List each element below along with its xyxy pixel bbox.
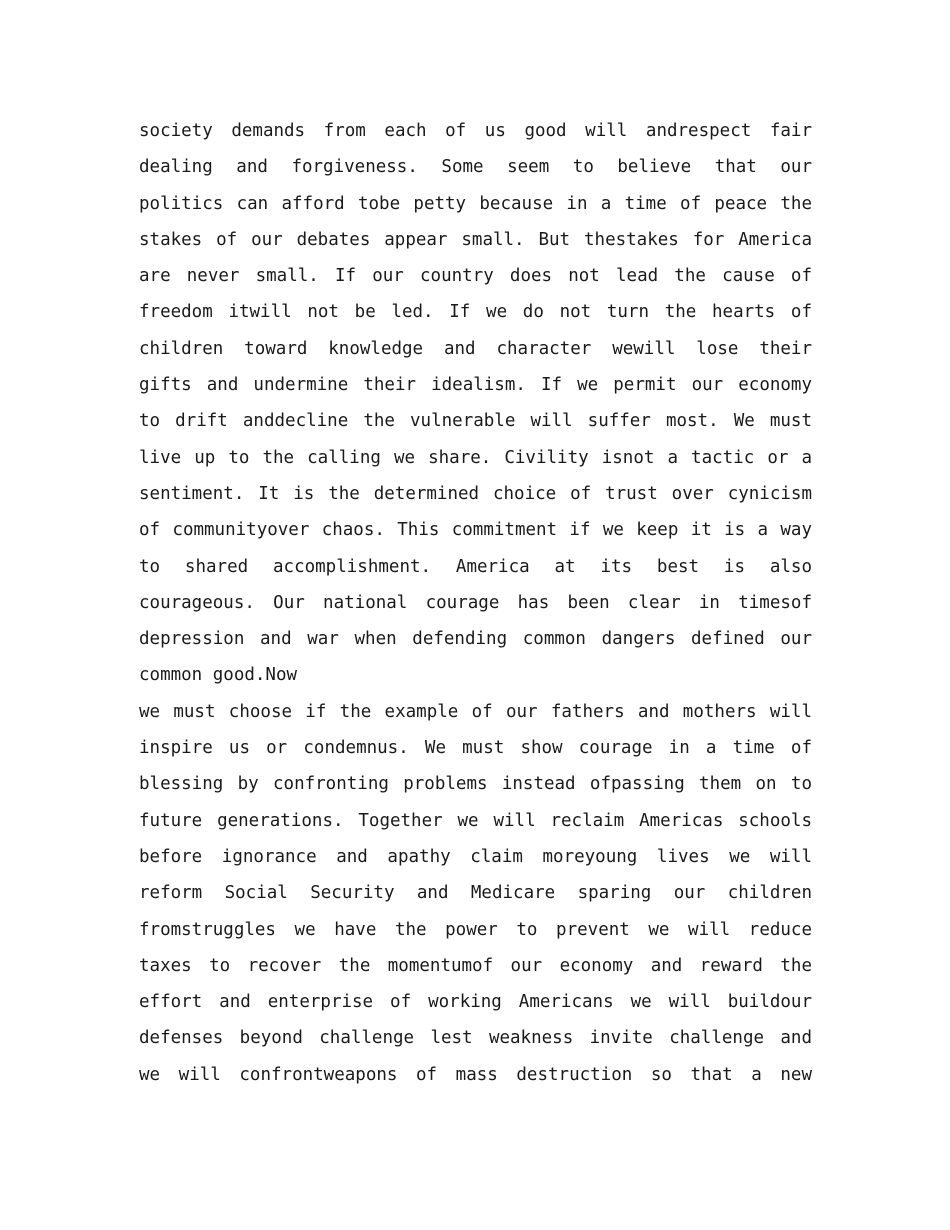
body-text: [139, 113, 812, 1093]
text-line: blessing by confronting problems instead ofpassing them on to: [139, 774, 812, 795]
text-line: courageous. Our national courage has been clear in timesof: [139, 592, 812, 613]
text-line: politics can afford tobe petty because in a time of peace the: [139, 193, 812, 214]
text-line: sentiment. It is the determined choice of trust over cynicism: [139, 483, 812, 504]
text-line: are never small. If our country does not lead the cause of: [139, 266, 812, 287]
text-line: we will confrontweapons of mass destruction so that a new: [139, 1064, 812, 1085]
text-line: taxes to recover the momentumof our economy and reward the: [139, 955, 812, 976]
text-line: live up to the calling we share. Civility isnot a tactic or a: [139, 447, 812, 468]
text-line: society demands from each of us good will andrespect fair: [139, 121, 812, 141]
text-line: before ignorance and apathy claim moreyoung lives we will: [139, 846, 812, 867]
text-line: gifts and undermine their idealism. If we permit our economy: [139, 375, 812, 396]
text-line: stakes of our debates appear small. But thestakes for America: [139, 229, 812, 250]
text-line: future generations. Together we will reclaim Americas schools: [139, 810, 812, 831]
text-line: to drift anddecline the vulnerable will suffer most. We must: [139, 411, 812, 432]
text-line: of communityover chaos. This commitment if we keep it is a way: [139, 520, 812, 541]
text-line: freedom itwill not be led. If we do not turn the hearts of: [139, 302, 812, 323]
text-line: to shared accomplishment. America at its best is also: [139, 556, 812, 577]
text-line: fromstruggles we have the power to prevent we will reduce: [139, 919, 812, 940]
text-line: children toward knowledge and character wewill lose their: [139, 338, 812, 359]
text-line: reform Social Security and Medicare sparing our children: [139, 883, 812, 904]
text-line: defenses beyond challenge lest weakness invite challenge and: [139, 1028, 812, 1049]
text-line: common good.Now: [139, 665, 298, 686]
text-line: depression and war when defending common dangers defined our: [139, 629, 812, 650]
text-line: we must choose if the example of our fathers and mothers will: [139, 701, 812, 722]
text-line: inspire us or condemnus. We must show courage in a time of: [139, 738, 812, 759]
text-line: effort and enterprise of working Americans we will buildour: [139, 992, 812, 1013]
text-line: dealing and forgiveness. Some seem to believe that our: [139, 157, 812, 178]
